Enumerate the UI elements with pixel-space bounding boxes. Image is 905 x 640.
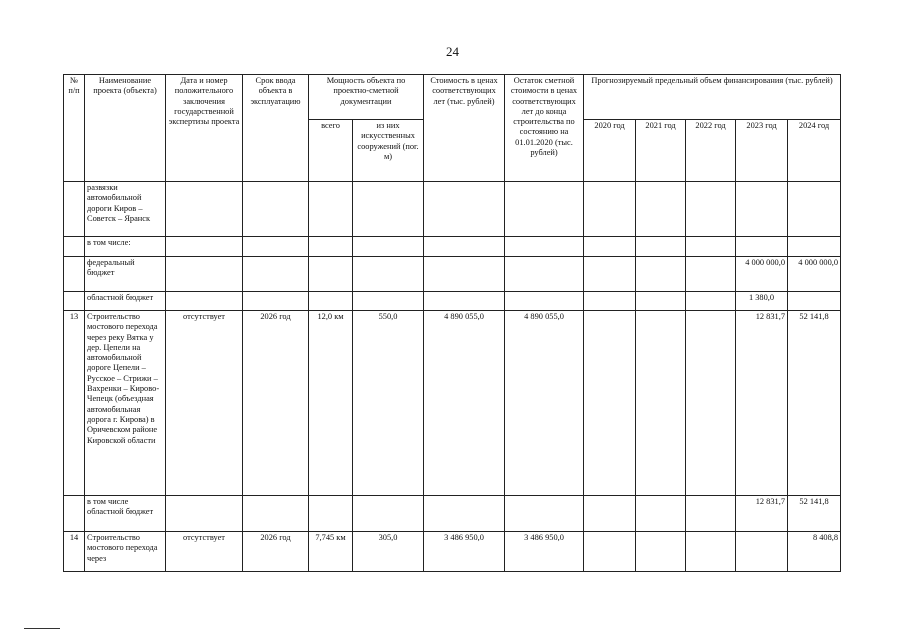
row-number: 14 [64, 532, 85, 572]
value-2024: 52 141,8 [788, 311, 841, 496]
federal-2023: 4 000 000,0 [736, 257, 788, 292]
remainder-value: 4 890 055,0 [505, 311, 584, 496]
value-2023: 12 831,7 [736, 311, 788, 496]
capacity-artificial: 550,0 [353, 311, 424, 496]
header-num: № п/п [64, 75, 85, 182]
header-commissioning: Срок ввода объекта в эксплуатацию [243, 75, 309, 182]
capacity-total: 12,0 км [309, 311, 353, 496]
header-expertise: Дата и номер положительного заключения государственной экспертизы проекта [166, 75, 243, 182]
header-remainder: Остаток сметной стоимости в ценах соответствующих лет до конца строительства по состоянию на 01.01.2020 (тыс. рублей) [505, 75, 584, 182]
header-year-2022: 2022 год [686, 120, 736, 182]
project-name: Строительство мостового перехода через [85, 532, 166, 572]
capacity-total: 7,745 км [309, 532, 353, 572]
page-number: 24 [446, 44, 459, 59]
regional-2023: 1 380,0 [736, 292, 788, 311]
header-year-2024: 2024 год [788, 120, 841, 182]
federal-2024: 4 000 000,0 [788, 257, 841, 292]
capacity-artificial: 305,0 [353, 532, 424, 572]
header-forecast: Прогнозируемый предельный объем финансирования (тыс. рублей) [584, 75, 841, 120]
regional-budget-label: областной бюджет [85, 292, 166, 311]
header-year-2023: 2023 год [736, 120, 788, 182]
footnote-divider [24, 628, 60, 629]
table-row [64, 237, 841, 257]
expertise-value: отсутствует [166, 311, 243, 496]
cost-value: 3 486 950,0 [424, 532, 505, 572]
header-name: Наименование проекта (объекта) [85, 75, 166, 182]
including-label: в том числе: [85, 237, 166, 257]
remainder-value: 3 486 950,0 [505, 532, 584, 572]
project-name: развязки автомобильной дороги Киров – Советск – Яранск [85, 182, 166, 237]
header-row [64, 75, 841, 120]
expertise-value: отсутствует [166, 532, 243, 572]
including-regional-label: в том числе областной бюджет [85, 496, 166, 532]
regional-value-2024: 52 141,8 [788, 496, 841, 532]
header-year-2021: 2021 год [636, 120, 686, 182]
table-row [64, 496, 841, 532]
table-row [64, 182, 841, 237]
cost-value: 4 890 055,0 [424, 311, 505, 496]
row-number: 13 [64, 311, 85, 496]
regional-value-2023: 12 831,7 [736, 496, 788, 532]
table-row [64, 292, 841, 311]
commissioning-term: 2026 год [243, 311, 309, 496]
header-capacity-artificial: из них искусственных сооружений (пог. м) [353, 120, 424, 182]
header-year-2020: 2020 год [584, 120, 636, 182]
financing-table [63, 74, 841, 572]
header-cost: Стоимость в ценах соответствующих лет (тыс. рублей) [424, 75, 505, 182]
header-capacity: Мощность объекта по проектно-сметной документации [309, 75, 424, 120]
federal-budget-label: федеральный бюджет [85, 257, 166, 292]
table-row [64, 532, 841, 572]
table-row [64, 311, 841, 496]
project-name: Строительство мостового перехода через реку Вятка у дер. Цепели на автомобильной дороге Цепели – Русское – Стрижи – Вахренки – Кирово-Чепецк (объездная автомобильная дорога г. Кирова) в Оричевском районе Кировской области [85, 311, 166, 496]
header-capacity-total: всего [309, 120, 353, 182]
commissioning-term: 2026 год [243, 532, 309, 572]
value-2024: 8 408,8 [788, 532, 841, 572]
table-row [64, 257, 841, 292]
